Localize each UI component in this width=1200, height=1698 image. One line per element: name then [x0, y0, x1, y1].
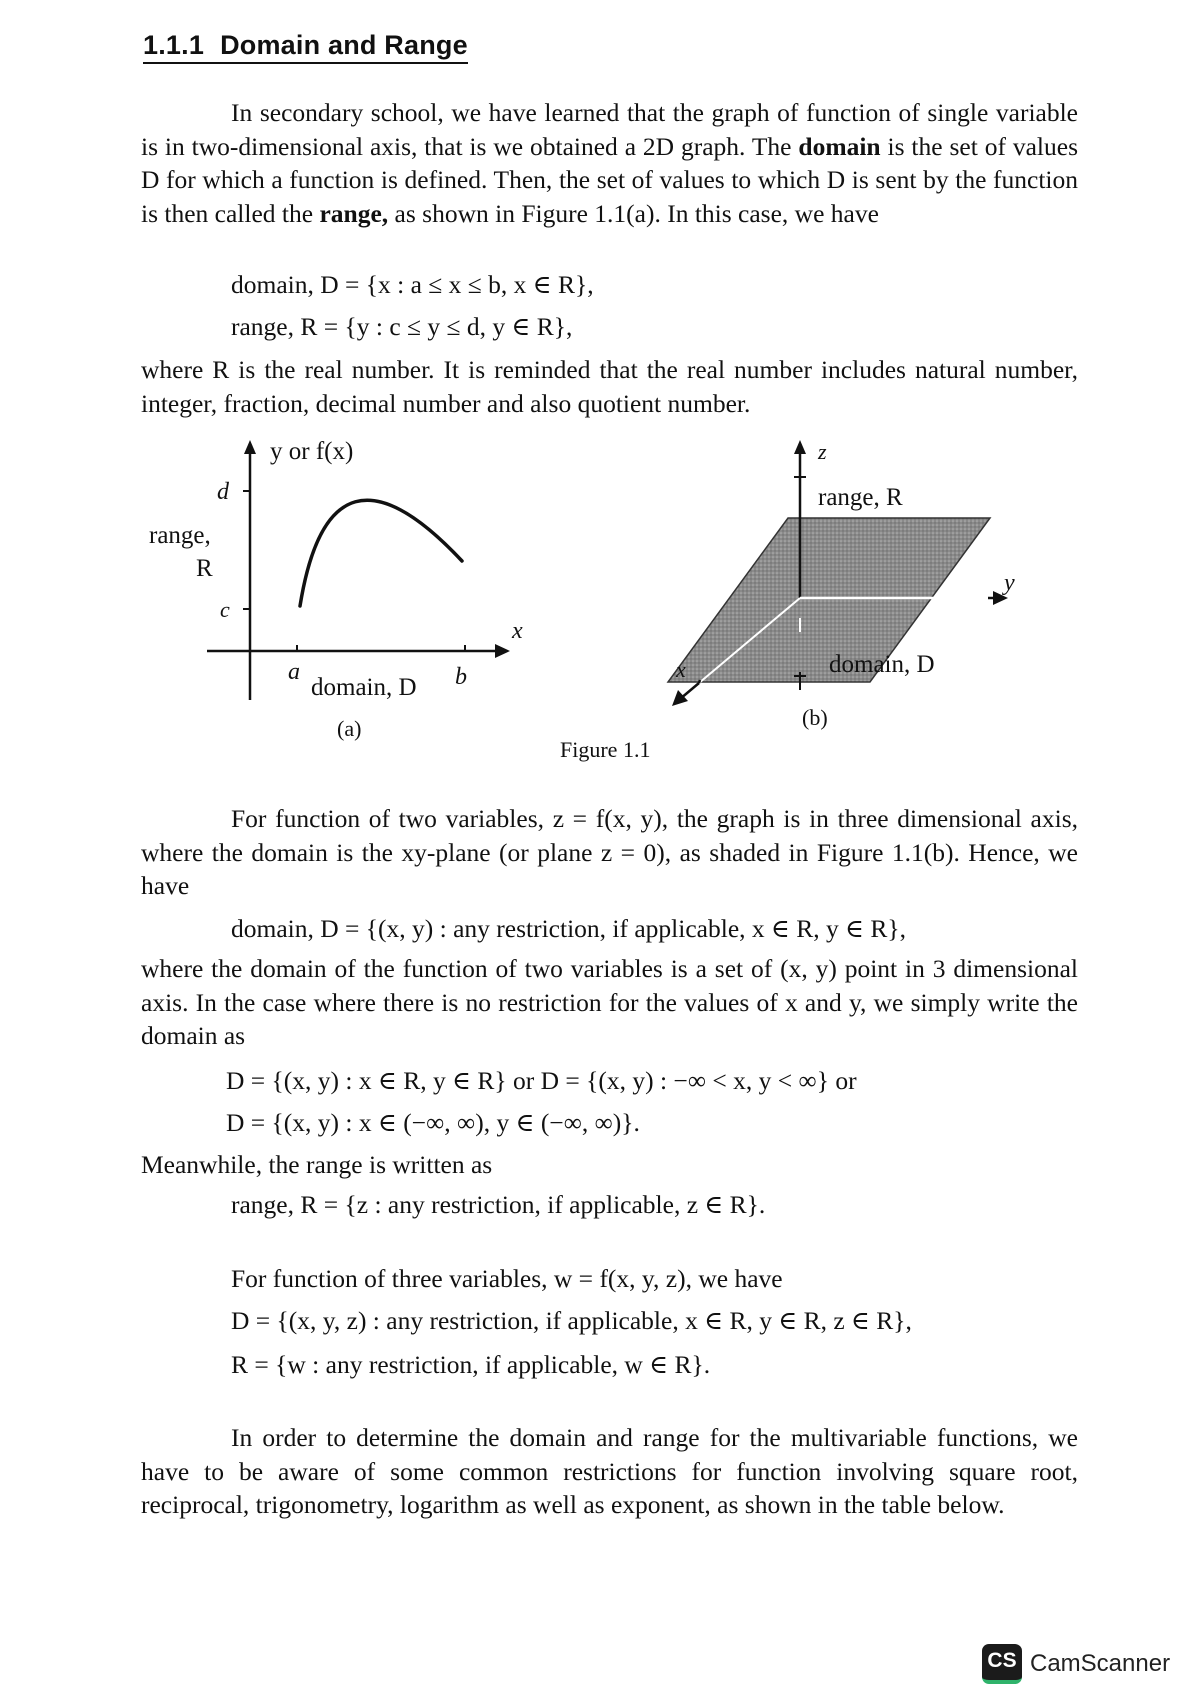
figure-b-graph	[668, 439, 1015, 730]
fig-a-domain-label: domain, D	[311, 674, 417, 701]
paragraph-domain-explanation: where the domain of the function of two variables is a set of (x, y) point in 3 dimensional axis. In the case where there is no restriction for the values of x and y, we simply write the domain as	[141, 954, 1078, 1050]
equation-range-1d: range, R = {y : c ≤ y ≤ d, y ∈ R},	[231, 312, 573, 341]
equation-domain-3d: D = {(x, y, z) : any restriction, if applicable, x ∈ R, y ∈ R, z ∈ R},	[231, 1306, 912, 1335]
fig-b-z-arrow	[794, 440, 806, 454]
fig-a-panel-label: (a)	[337, 716, 362, 741]
fig-a-x-arrow	[495, 644, 510, 658]
para1-bold-range: range,	[319, 198, 389, 228]
fig-a-label-c: c	[220, 597, 230, 622]
fig-a-y-arrow	[244, 440, 256, 454]
camscanner-logo: CS	[982, 1644, 1022, 1684]
equation-range-2d: range, R = {z : any restriction, if applicable, z ∈ R}.	[231, 1190, 766, 1219]
fig-a-label-a: a	[288, 659, 300, 685]
fig-b-x-axis-join	[699, 680, 700, 683]
section-title: Domain and Range	[220, 30, 468, 60]
equation-domain-1d: domain, D = {x : a ≤ x ≤ b, x ∈ R},	[231, 270, 594, 299]
paragraph-three-variables: For function of three variables, w = f(x, y, z), we have	[231, 1264, 783, 1293]
figure-caption: Figure 1.1	[560, 737, 651, 762]
fig-a-curve	[300, 500, 462, 606]
fig-a-range-letter: R	[196, 555, 213, 582]
paragraph-range-intro: Meanwhile, the range is written as	[141, 1150, 493, 1179]
fig-b-z-axis-label: z	[818, 439, 827, 464]
fig-a-x-axis-label: x	[512, 618, 523, 644]
paragraph-restrictions: In order to determine the domain and range for the multivariable functions, we have to be aware of some common restrictions for function involving square root, reciprocal, trigonometry, logarithm as well as exponent, as shown in the table below.	[141, 1423, 1078, 1519]
fig-b-range-label: range, R	[818, 484, 903, 511]
fig-b-panel-label: (b)	[802, 705, 828, 730]
fig-b-y-axis-label: y	[1004, 570, 1015, 596]
para1-bold-domain: domain	[798, 131, 881, 161]
equation-domain-intervals: D = {(x, y) : x ∈ (−∞, ∞), y ∈ (−∞, ∞)}.	[226, 1108, 640, 1137]
paragraph-real-numbers: where R is the real number. It is reminded that the real number includes natural number, integer, fraction, decimal number and also quotient number.	[141, 355, 1078, 418]
fig-b-x-arrow	[672, 690, 688, 706]
fig-a-y-axis-label: y or f(x)	[270, 438, 354, 465]
fig-b-domain-label: domain, D	[829, 651, 935, 678]
fig-a-range-label: range,	[149, 522, 211, 549]
figure-1-1	[0, 0, 1200, 780]
para1-text-2: is the set of values D for which a function is defined. Then, the set of values to which D is sent by the function is then called the	[141, 131, 1078, 228]
paragraph-two-variables: For function of two variables, z = f(x, y), the graph is in three dimensional axis, where the domain is the xy-plane (or plane z = 0), as shaded in Figure 1.1(b). Hence, we have	[141, 804, 1078, 900]
fig-a-label-d: d	[217, 479, 229, 505]
para1-text-3: as shown in Figure 1.1(a). In this case, we have	[388, 198, 879, 228]
section-number: 1.1.1	[143, 30, 205, 60]
para1-text-1: In secondary school, we have learned that the graph of function of single variable is in two-dimensional axis, that is we obtained a 2D graph. The	[141, 98, 1078, 161]
figure-a-graph	[149, 438, 523, 741]
camscanner-watermark: CamScanner	[1030, 1650, 1171, 1677]
equation-domain-unrestricted: D = {(x, y) : x ∈ R, y ∈ R} or D = {(x, y) : −∞ < x, y < ∞} or	[226, 1066, 857, 1095]
equation-range-3d: R = {w : any restriction, if applicable, w ∈ R}.	[231, 1350, 711, 1379]
equation-domain-2d: domain, D = {(x, y) : any restriction, if applicable, x ∈ R, y ∈ R},	[231, 914, 907, 943]
fig-b-x-axis-label: x	[676, 657, 686, 682]
fig-a-label-b: b	[455, 664, 467, 690]
